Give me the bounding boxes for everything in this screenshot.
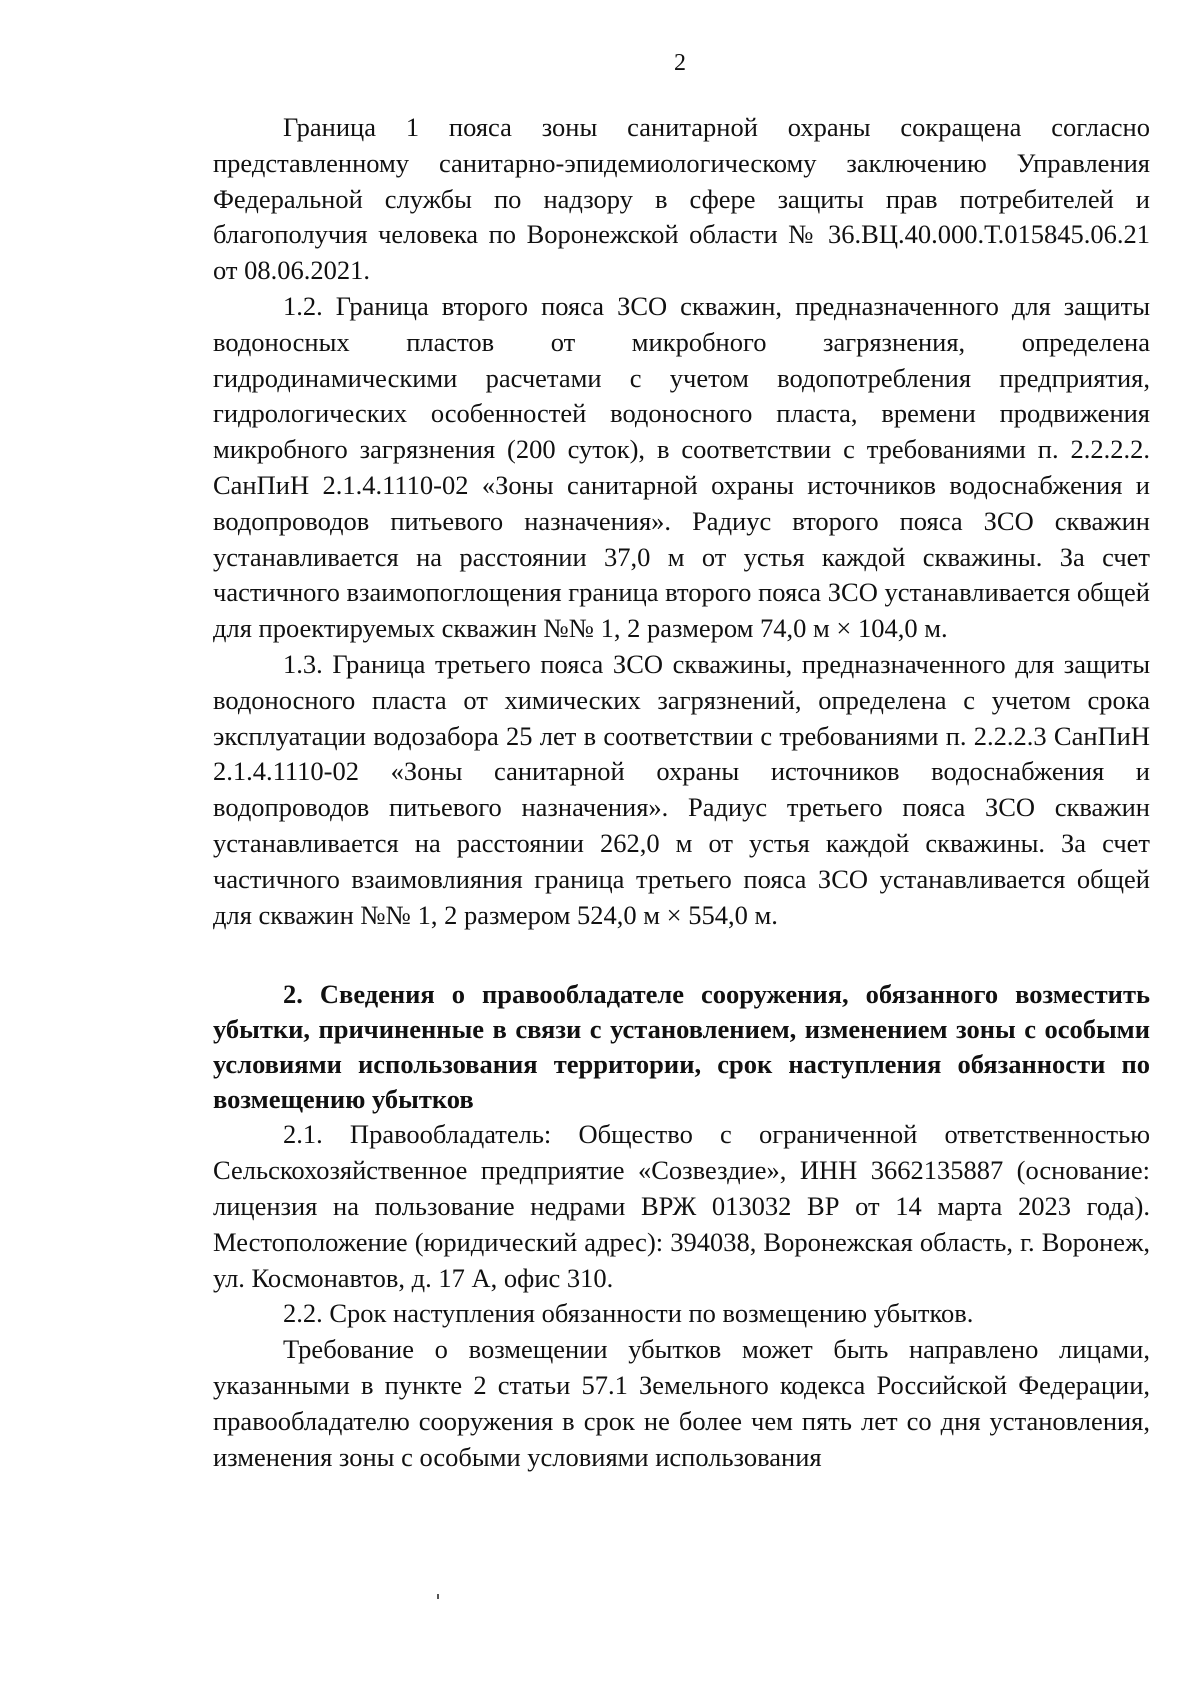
scan-mark <box>437 1594 439 1599</box>
paragraph-2-1: 2.1. Правообладатель: Общество с ограниченной ответственностью Сельскохозяйственное предприятие «Созвездие», ИНН 3662135887 (основание: лицензия на пользование недрами ВРЖ 013032 ВР от 14 марта 2023 года). Местоположение (юридический адрес): 394038, Воронежская область, г. Воронеж, ул. Космонавтов, д. 17 А, офис 310. <box>213 1119 1150 1293</box>
paragraph-1-2: 1.2. Граница второго пояса ЗСО скважин, предназначенного для защиты водоносных пластов от микробного загрязнения, определена гидродинамическими расчетами с учетом водопотребления предприятия, гидрологических особенностей водоносного пласта, времени продвижения микробного загрязнения (200 суток), в соответствии с требованиями п. 2.2.2.2. СанПиН 2.1.4.1110-02 «Зоны санитарной охраны источников водоснабжения и водопроводов питьевого назначения». Радиус второго пояса ЗСО скважин устанавливается на расстоянии 37,0 м от устья каждой скважины. За счет частичного взаимопоглощения граница второго пояса ЗСО устанавливается общей для проектируемых скважин №№ 1, 2 размером 74,0 м × 104,0 м. <box>213 290 1150 644</box>
document-body <box>213 110 1150 1475</box>
paragraph-2-2: 2.2. Срок наступления обязанности по возмещению убытков. <box>283 1298 974 1329</box>
paragraph-zone-1-boundary: Граница 1 пояса зоны санитарной охраны сокращена согласно представленному санитарно-эпидемиологическому заключению Управления Федеральной службы по надзору в сфере защиты прав потребителей и благополучия человека по Воронежской области № 36.ВЦ.40.000.Т.015845.06.21 от 08.06.2021. <box>213 112 1150 286</box>
section-2-heading: 2. Сведения о правообладателе сооружения, обязанного возместить убытки, причиненные в связи с установлением, изменением зоны с особыми условиями использования территории, срок наступления обязанности по возмещению убытков <box>213 979 1150 1115</box>
page-number: 2 <box>674 50 686 76</box>
paragraph-damages-claim: Требование о возмещении убытков может быть направлено лицами, указанными в пункте 2 статьи 57.1 Земельного кодекса Российской Федерации, правообладателю сооружения в срок не более чем пять лет со дня установления, изменения зоны с особыми условиями использования <box>213 1334 1150 1472</box>
paragraph-1-3: 1.3. Граница третьего пояса ЗСО скважины, предназначенного для защиты водоносного пласта от химических загрязнений, определена с учетом срока эксплуатации водозабора 25 лет в соответствии с требованиями п. 2.2.2.3 СанПиН 2.1.4.1110-02 «Зоны санитарной охраны источников водоснабжения и водопроводов питьевого назначения». Радиус третьего пояса ЗСО скважин устанавливается на расстоянии 262,0 м от устья каждой скважины. За счет частичного взаимовлияния граница третьего пояса ЗСО устанавливается общей для скважин №№ 1, 2 размером 524,0 м × 554,0 м. <box>213 648 1150 930</box>
